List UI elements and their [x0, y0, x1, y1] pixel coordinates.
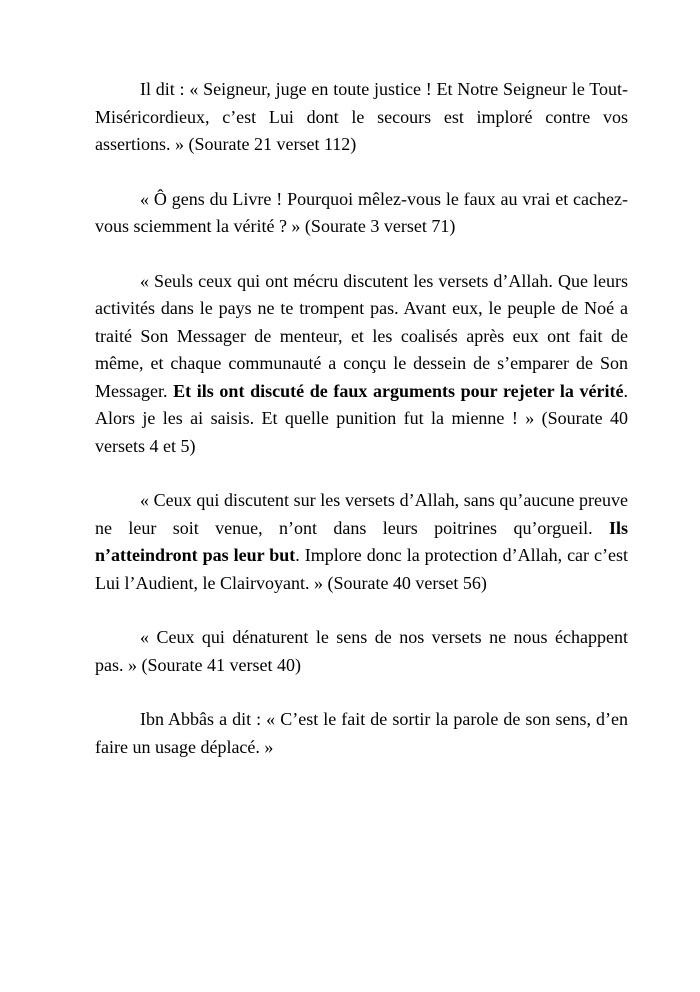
paragraph-sourate-41-40: [95, 624, 628, 679]
text-run: Ibn Abbâs a dit : « C’est le fait de sortir la parole de son sens, d’en faire un usage déplacé. »: [95, 709, 628, 757]
text-run: « Ceux qui discutent sur les versets d’Allah, sans qu’aucune preuve ne leur soit venue, n’ont dans leurs poitrines qu’orgueil.: [95, 490, 628, 538]
text-run-bold: Et ils ont discuté de faux arguments pour rejeter la vérité: [173, 380, 624, 401]
text-run: . Implore donc la protection d’Allah, car c’est Lui l’Audient, le Clairvoyant. » (Sourate 40 verset 56): [95, 545, 628, 593]
paragraph-sourate-3-71: [95, 186, 628, 241]
paragraph-sourate-40-4-5: [95, 268, 628, 461]
paragraph-sourate-40-56: [95, 487, 628, 597]
paragraph-ibn-abbas: [95, 706, 628, 761]
text-run-bold: Ils n’atteindront pas leur but: [95, 517, 628, 565]
text-run: « Ceux qui dénaturent le sens de nos versets ne nous échappent pas. » (Sourate 41 verset 40): [95, 627, 628, 675]
paragraph-sourate-21-112: [95, 76, 628, 159]
text-run: Il dit : « Seigneur, juge en toute justice ! Et Notre Seigneur le Tout-Miséricordieux, c’est Lui dont le secours est imploré contre vos assertions. » (Sourate 21 verset 112): [95, 79, 628, 154]
text-run: « Seuls ceux qui ont mécru discutent les versets d’Allah. Que leurs activités dans le pays ne te trompent pas. Avant eux, le peuple de Noé a traité Son Messager de menteur, et les coalisés après eux ont fait de même, et chaque communauté a conçu le dessein de s’emparer de Son Messager.: [95, 270, 628, 401]
text-run: . Alors je les ai saisis. Et quelle punition fut la mienne ! » (Sourate 40 versets 4 et 5): [95, 380, 629, 456]
text-run: « Ô gens du Livre ! Pourquoi mêlez-vous le faux au vrai et cachez-vous sciemment la vérité ? » (Sourate 3 verset 71): [95, 188, 628, 236]
